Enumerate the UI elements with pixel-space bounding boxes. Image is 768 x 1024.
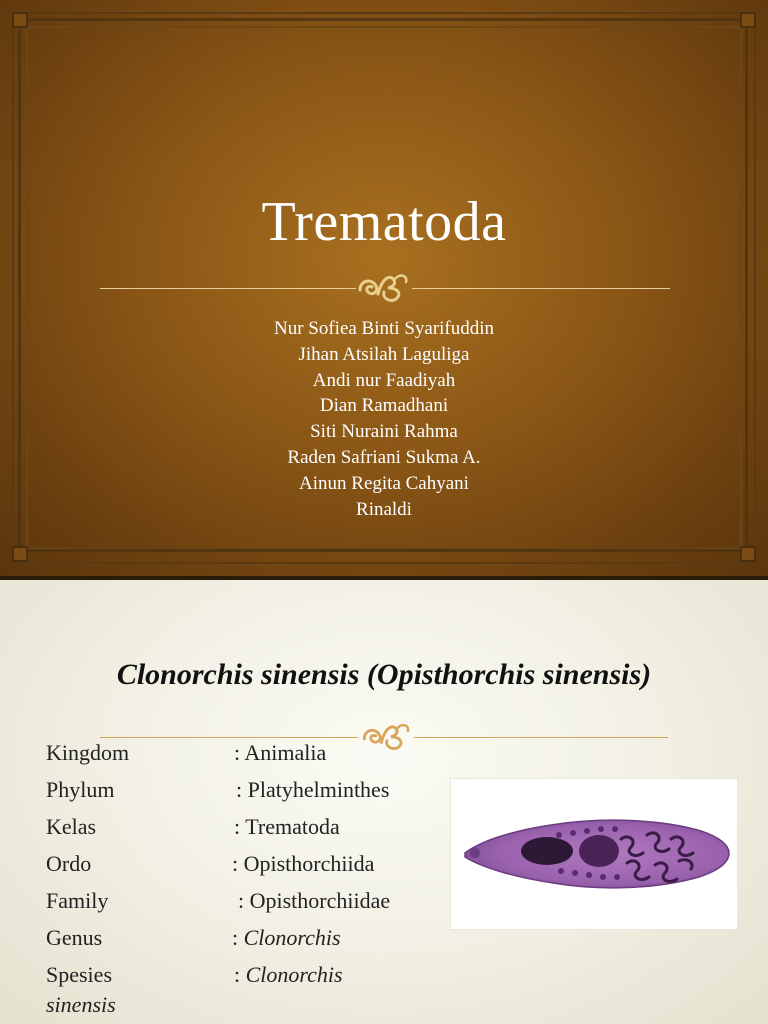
author-name: Raden Safriani Sukma A.	[287, 446, 481, 468]
author-name: Jihan Atsilah Laguliga	[298, 343, 470, 365]
taxonomy-row	[46, 814, 446, 851]
frame-corner	[740, 546, 756, 562]
author-name: Ainun Regita Cahyani	[299, 472, 469, 494]
taxonomy-value: : Opisthorchiida	[232, 851, 375, 876]
slide-title: Clonorchis sinensis (Opisthorchis sinensis)	[116, 658, 652, 691]
taxonomy-label: Kingdom	[46, 740, 130, 765]
author-name: Dian Ramadhani	[319, 395, 449, 417]
taxonomy-row	[46, 888, 446, 925]
frame-rail-top	[14, 18, 754, 21]
taxonomy-list	[46, 740, 446, 999]
taxonomy-value: : Trematoda	[234, 814, 340, 839]
frame-corner	[740, 12, 756, 28]
author-list	[0, 316, 768, 522]
frame-corner	[12, 12, 28, 28]
taxonomy-value	[232, 925, 341, 951]
divider-line-right	[412, 288, 670, 289]
author-name: Andi nur Faadiyah	[312, 369, 456, 391]
author-name: Nur Sofiea Binti Syarifuddin	[273, 318, 495, 339]
author-name: Rinaldi	[356, 498, 412, 520]
taxonomy-value-italic: Clonorchis	[243, 925, 341, 950]
taxonomy-row	[46, 851, 446, 888]
taxonomy-value: : Platyhelminthes	[236, 777, 390, 802]
taxonomy-label: Spesies	[46, 962, 112, 987]
species-name-continuation: sinensis	[46, 992, 116, 1017]
taxonomy-value: : Opisthorchiidae	[238, 888, 391, 913]
taxonomy-row	[46, 777, 446, 814]
taxonomy-slide	[0, 580, 768, 1024]
specimen-image	[450, 778, 738, 930]
taxonomy-label: Kelas	[46, 814, 97, 839]
taxonomy-label: Family	[46, 888, 109, 913]
taxonomy-label: Ordo	[46, 851, 92, 876]
taxonomy-row	[46, 740, 446, 777]
liver-fluke-specimen-icon	[451, 779, 737, 929]
frame-corner	[12, 546, 28, 562]
taxonomy-label: Phylum	[46, 777, 115, 802]
slide-title: Trematoda	[261, 191, 507, 253]
taxonomy-value: : Animalia	[234, 740, 327, 765]
divider-line-left	[100, 288, 356, 289]
taxonomy-colon: :	[234, 962, 246, 987]
frame-rail-bottom	[14, 549, 754, 552]
taxonomy-row	[46, 925, 446, 962]
taxonomy-value	[234, 962, 343, 988]
divider-line-left	[100, 737, 358, 738]
taxonomy-value-italic: Clonorchis	[245, 962, 343, 987]
taxonomy-colon: :	[232, 925, 244, 950]
flourish-ornament-icon	[354, 268, 414, 304]
author-name: Siti Nuraini Rahma	[310, 421, 458, 443]
divider-line-right	[414, 737, 668, 738]
taxonomy-label: Genus	[46, 925, 103, 950]
